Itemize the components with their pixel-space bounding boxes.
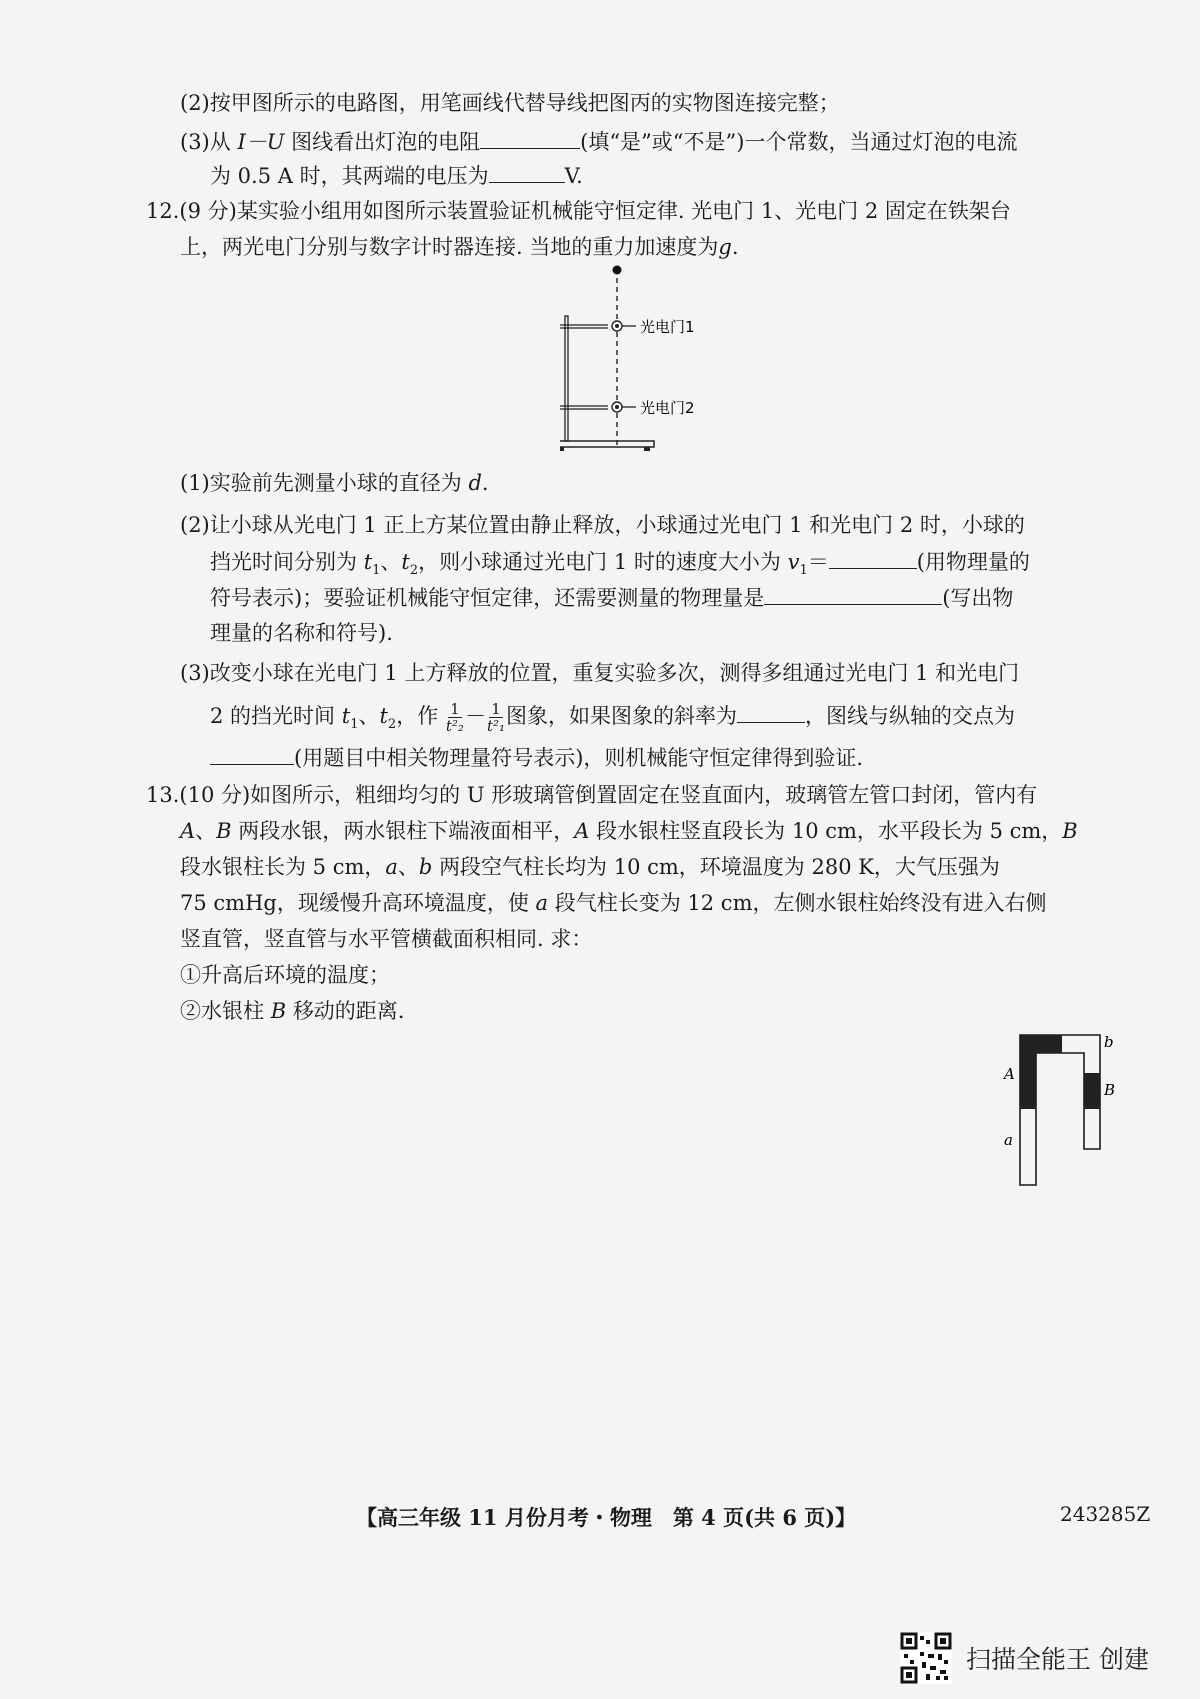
label-B: B [1104, 1081, 1116, 1099]
q12-p1-end: . [481, 471, 489, 495]
q12-p3-t1: t [341, 704, 351, 728]
q12-stem-line1: 12.(9 分)某实验小组用如图所示装置验证机械能守恒定律. 光电门 1、光电门 2 固定在铁架台 [146, 199, 1011, 223]
ball-icon [613, 266, 622, 275]
frac2-num: 1 [491, 700, 501, 718]
q13-l7-B: B [270, 999, 287, 1023]
q12-answer-blank-2[interactable] [764, 582, 942, 605]
q12-p2-l2b: ，则小球通过光电门 1 时的速度大小为 [418, 550, 781, 574]
q12-sep: 、 [380, 550, 402, 574]
q12-part1 [180, 468, 489, 498]
q13-stem-line1: 13.(10 分)如图所示，粗细均匀的 U 形玻璃管倒置固定在竖直面内，玻璃管左管口封闭，管内有 [146, 783, 1038, 807]
frac1-num: 1 [450, 700, 460, 718]
q13-a: a [385, 855, 398, 879]
q13-l7b: 移动的距离. [292, 999, 405, 1023]
q12-stem2: 上，两光电门分别与数字计时器连接. 当地的重力加速度为 [180, 235, 719, 259]
q11-p3-iu: I－U [237, 130, 285, 154]
fraction-1-over-t2-squared [446, 701, 464, 734]
u-tube-figure [1000, 1025, 1120, 1195]
q12-g: g [718, 235, 732, 259]
q11-p3-c: (填“是”或“不是”)一个常数，当通过灯泡的电流 [580, 130, 1018, 154]
q13-l4a: 75 cmHg，现缓慢升高环境温度，使 [180, 891, 529, 915]
q12-p2-l3a: 符号表示)；要验证机械能守恒定律，还需要测量的物理量是 [210, 586, 765, 610]
q12-part3-line2 [210, 700, 1015, 740]
label-A: A [1004, 1065, 1015, 1083]
q13-stem-line2 [180, 816, 1078, 846]
q12-p2-l2c: (用物理量的 [916, 550, 1030, 574]
q12-part3-line1: (3)改变小球在光电门 1 上方释放的位置，重复实验多次，测得多组通过光电门 1 和光电门 [180, 661, 1020, 685]
q12-answer-blank-1[interactable] [829, 546, 917, 569]
q12-p3-sep: 、 [358, 704, 380, 728]
q12-p3-l2b: 图象，如果图象的斜率为 [506, 704, 738, 728]
photogate-apparatus-figure [560, 258, 750, 458]
q12-t2: t [401, 550, 410, 574]
q12-p3-zuo: ，作 [396, 704, 439, 728]
q12-p3-t1-sub: 1 [350, 717, 359, 733]
q12-part3-line3 [210, 742, 863, 773]
q13-A2: A [574, 819, 590, 843]
exam-code: 243285Z [1060, 1502, 1151, 1526]
label-a: a [1004, 1131, 1013, 1149]
label-b: b [1104, 1033, 1114, 1051]
q11-part2: (2)按甲图所示的电路图，用笔画线代替导线把图丙的实物图连接完整； [180, 91, 840, 115]
q12-p3-l2a: 2 的挡光时间 [210, 704, 336, 728]
frac2-den: t²₁ [486, 717, 506, 735]
q12-p3-t2-sub: 2 [387, 717, 397, 733]
q13-l2a: 两段水银，两水银柱下端液面相平， [238, 819, 575, 843]
q13-stem-line3 [180, 852, 1000, 882]
q11-p3-b: 图线看出灯泡的电阻 [291, 130, 481, 154]
q12-part2-line2 [210, 546, 1030, 586]
q12-p2-l2a: 挡光时间分别为 [210, 550, 357, 574]
q12-answer-blank-3[interactable] [737, 700, 805, 723]
photogate-1-center [615, 324, 619, 328]
q12-p3-minus: － [464, 704, 486, 728]
q11-part3-line1 [180, 126, 1017, 157]
q13-B: B [216, 819, 232, 843]
q12-v: v [787, 550, 800, 574]
q12-p3-l3: (用题目中相关物理量符号表示)，则机械能守恒定律得到验证. [294, 746, 864, 770]
q12-stem2-end: . [731, 235, 739, 259]
q12-part2-line4: 理量的名称和符号). [210, 621, 393, 645]
photogate-1-label: 光电门1 [640, 318, 695, 336]
q13-l3b: 两段空气柱长均为 10 cm，环境温度为 280 K，大气压强为 [439, 855, 1000, 879]
q13-l3a: 段水银柱长为 5 cm， [180, 855, 386, 879]
q12-v-sub: 1 [799, 563, 808, 579]
q12-p3-l2c: ，图线与纵轴的交点为 [805, 704, 1016, 728]
q12-d: d [468, 471, 482, 495]
q11-answer-blank-2[interactable] [489, 160, 565, 183]
page-footer: 【高三年级 11 月份月考・物理 第 4 页(共 6 页)】 [356, 1505, 857, 1530]
q11-p3-e: V. [564, 164, 583, 188]
q11-p3-d: 为 0.5 A 时，其两端的电压为 [210, 164, 489, 188]
photogate-2-label: 光电门2 [640, 399, 695, 417]
q13-A: A [180, 819, 196, 843]
frac1-den: t²₂ [445, 717, 464, 735]
q12-part2-line1: (2)让小球从光电门 1 正上方某位置由静止释放，小球通过光电门 1 和光电门 2 时，小球的 [180, 513, 1025, 537]
q12-part2-line3 [210, 582, 1013, 613]
q13-item2 [180, 996, 405, 1026]
mercury-A-vertical [1020, 1035, 1036, 1109]
q11-p3-a: (3)从 [180, 130, 231, 154]
q13-item1: ①升高后环境的温度； [180, 963, 390, 987]
stand-rod [565, 316, 568, 441]
q11-part3-line2 [210, 160, 583, 191]
q12-t2-sub: 2 [409, 563, 419, 579]
q12-t1: t [363, 550, 373, 574]
q12-eq: ＝ [807, 550, 829, 574]
scanner-watermark [900, 1632, 1149, 1684]
q13-l3-sep: 、 [397, 855, 419, 879]
stand-base [560, 441, 654, 447]
q13-b: b [418, 855, 433, 879]
photogate-2-center [615, 405, 619, 409]
mercury-B [1084, 1073, 1100, 1109]
q12-p3-t2: t [379, 704, 388, 728]
qr-code-icon [900, 1632, 952, 1684]
q13-l4-a: a [535, 891, 549, 915]
q12-p1: (1)实验前先测量小球的直径为 [180, 471, 462, 495]
q13-l7a: ②水银柱 [180, 999, 264, 1023]
q12-p2-l3b: (写出物 [942, 586, 1014, 610]
scanner-watermark-text: 扫描全能王 创建 [966, 1645, 1149, 1674]
q12-t1-sub: 1 [372, 563, 381, 579]
q11-answer-blank-1[interactable] [480, 126, 580, 149]
q13-stem-line4 [180, 888, 1046, 918]
q13-stem-line5: 竖直管，竖直管与水平管横截面积相同. 求： [180, 927, 593, 951]
q13-l2b: 段水银柱竖直段长为 10 cm，水平段长为 5 cm， [596, 819, 1063, 843]
q12-answer-blank-4[interactable] [210, 742, 294, 765]
q13-B2: B [1062, 819, 1078, 843]
q13-sep: 、 [195, 819, 217, 843]
stand-foot-right [644, 447, 650, 451]
fraction-1-over-t1-squared [487, 701, 505, 734]
q13-l4b: 段气柱长变为 12 cm，左侧水银柱始终没有进入右侧 [554, 891, 1047, 915]
stand-foot-left [560, 447, 564, 451]
